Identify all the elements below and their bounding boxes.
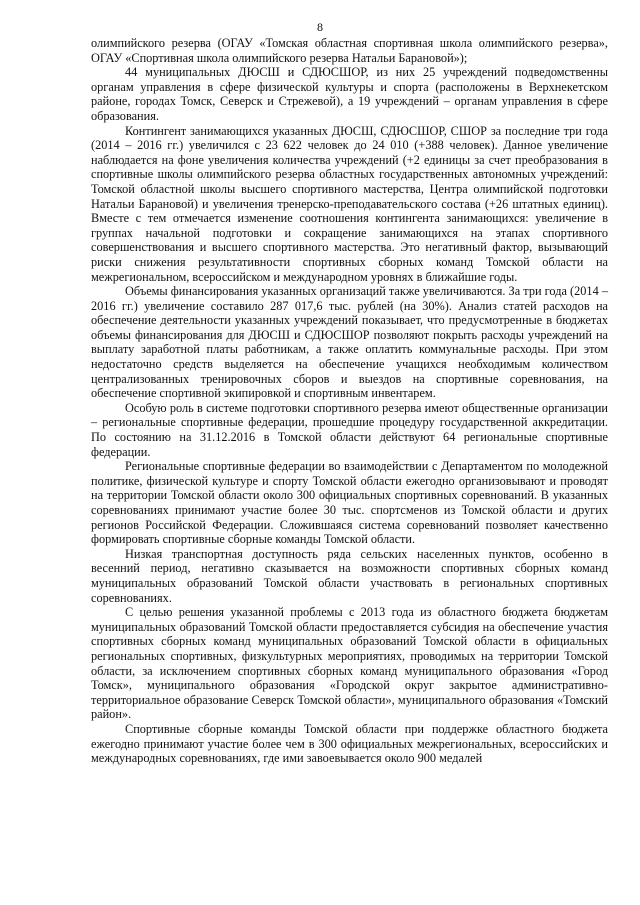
paragraph: Контингент занимающихся указанных ДЮСШ, СДЮСШОР, СШОР за последние три года (2014 – 2016 гг.) увеличился с 23 622 человек до 24 010 (+388 человек). Данное увеличение наблюдается на фоне увеличения количества учреждений (+2 единицы за счет преобразования в спортивные школы олимпийского резерва областных государственных автономных учреждений: Томской областной школы высшего спортивного мастерства, Центра олимпийской подготовки Натальи Барановой) и увеличения тренерско-преподавательского состава (+26 штатных единиц). Вместе с тем отмечается изменение соотношения контингента занимающихся: увеличение в группах начальной подготовки и сокращение занимающихся на этапах спортивного совершенствования и высшего спортивного мастерства. Это негативный фактор, вызывающий риски снижения результативности спортивных сборных команд Томской области на межрегиональном, всероссийском и международном уровнях в ближайшие годы. <box>91 123 608 284</box>
paragraph: С целью решения указанной проблемы с 2013 года из областного бюджета бюджетам муниципальных образований Томской области предоставляется субсидия на обеспечение участия спортивных сборных команд муниципальных образований Томской области в официальных региональных спортивных, физкультурных мероприятиях, проводимых на территории Томской области, за исключением спортивных сборных команд муниципального образования «Город Томск», муниципального образования «Городской округ закрытое административно-территориальное образование Северск Томской области», муниципального образования «Томский район». <box>91 605 608 722</box>
paragraph: 44 муниципальных ДЮСШ и СДЮСШОР, из них 25 учреждений подведомственны органам управления в сфере физической культуры и спорта (расположены в Верхнекетском районе, городах Томск, Северск и Стрежевой), а 19 учреждений – органам управления в сфере образования. <box>91 65 608 123</box>
paragraph: олимпийского резерва (ОГАУ «Томская областная спортивная школа олимпийского резерва», ОГАУ «Спортивная школа олимпийского резерва Натальи Барановой»); <box>91 36 608 65</box>
paragraph: Особую роль в системе подготовки спортивного резерва имеют общественные организации – региональные спортивные федерации, прошедшие процедуру государственной аккредитации. По состоянию на 31.12.2016 в Томской области действуют 64 региональные спортивные федерации. <box>91 400 608 459</box>
paragraph: Региональные спортивные федерации во взаимодействии с Департаментом по молодежной политике, физической культуре и спорту Томской области ежегодно организовывают и проводят на территории Томской области около 300 официальных спортивных соревнований. В указанных соревнованиях принимают участие более 30 тыс. спортсменов из Томской области и других регионов Российской Федерации. Сложившаяся система соревнований позволяет качественно формировать спортивные сборные команды Томской области. <box>91 459 608 547</box>
page-number: 8 <box>317 20 323 34</box>
document-body <box>91 36 608 766</box>
paragraph: Объемы финансирования указанных организаций также увеличиваются. За три года (2014 – 2016 гг.) увеличение составило 287 017,6 тыс. рублей (на 30%). Анализ статей расходов на обеспечение деятельности указанных учреждений показывает, что предусмотренные в бюджетах объемы финансирования для ДЮСШ и СДЮСШОР позволяют покрыть расходы учреждений на выплату заработной платы работникам, а также оплатить коммунальные расходы. При этом недостаточно средств выделяется на обеспечение учащихся необходимым количеством централизованных тренировочных сборов и выездов на спортивные соревнования, на обеспечение спортивной экипировкой и спортивным инвентарем. <box>91 284 608 401</box>
paragraph: Спортивные сборные команды Томской области при поддержке областного бюджета ежегодно принимают участие более чем в 300 официальных межрегиональных, всероссийских и международных соревнованиях, где ими завоевывается около 900 медалей <box>91 721 608 766</box>
paragraph: Низкая транспортная доступность ряда сельских населенных пунктов, особенно в весенний период, негативно сказывается на возможности спортивных сборных команд муниципальных образований Томской области участвовать в региональных спортивных соревнованиях. <box>91 546 608 605</box>
